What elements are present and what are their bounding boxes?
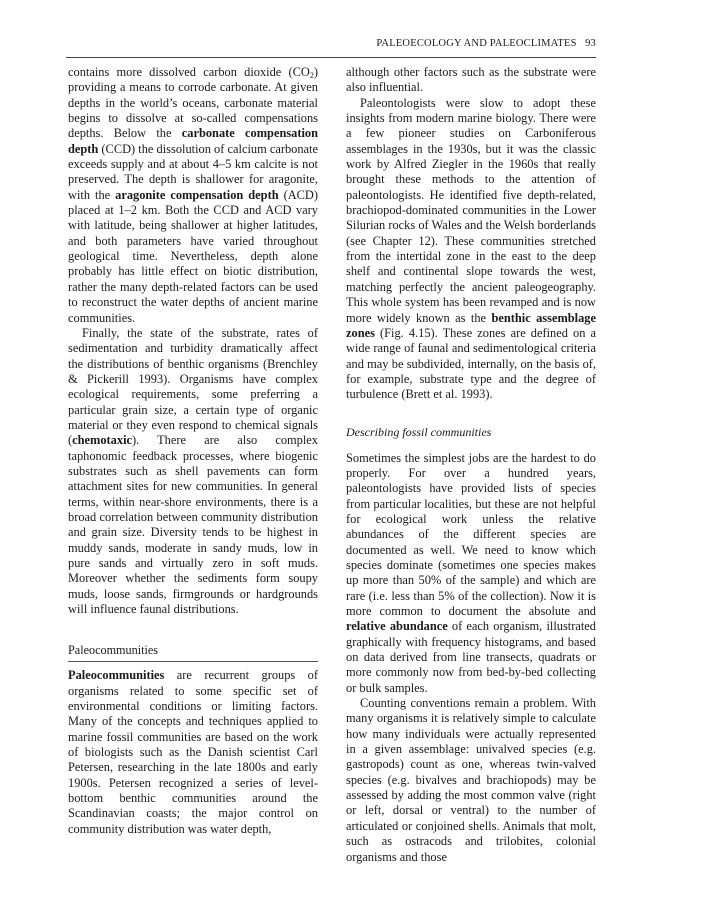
paragraph-continuation: although other factors such as the substrate were also influential. — [346, 65, 596, 95]
header-rule — [66, 57, 596, 58]
header-text — [376, 38, 596, 49]
term-benthic-assemblage-zones: benthic assemblage zones — [346, 310, 596, 340]
running-title: PALEOECOLOGY AND PALEOCLIMATES — [376, 38, 577, 49]
term-ccd: carbonate compensation depth — [68, 126, 319, 156]
term-paleocommunities: Paleocommunities — [68, 668, 165, 683]
page-number: 93 — [585, 38, 596, 49]
paragraph-relative-abundance: Sometimes the simplest jobs are the hardest to do properly. For over a hundred years, paleontologists have provided lists of species from particular localities, but these are not helpful for ecological work unless the relative abundances of the different species are documented as well. We need to know which species dominate (sometimes one species makes up more than 50% of the sample) and which are rare (i.e. less than 5% of the collection). Now it is more common to document the absolute and relative abundance of each organism, illustrated graphically with frequency histograms, and based on data derived from line transects, quadrats or more commonly now from bed-by-bed collecting or bulk samples. — [346, 450, 597, 695]
paragraph-ziegler: Paleontologists were slow to adopt these insights from modern marine biology. There were a few pioneer studies on Carboniferous assemblages in the 1930s, but it was the classic work by Alfred Ziegler in the 1960s that really brought these methods to the attention of paleontologists. He identified five depth-related, brachiopod-dominated communities in the Lower Silurian rocks of Wales and the Welsh borderlands (see Chapter 12). These communities stretched from the intertidal zone in the east to the deep shelf and continental slope towards the west, matching perfectly the ancient paleogeography. This whole system has been revamped and is now more widely known as the benthic assemblage zones (Fig. 4.15). These zones are defined on a wide range of faunal and sedimentological criteria and may be subdivided, internally, on the basis of, for example, substrate type and the degree of turbulence (Brett et al. 1993). — [346, 95, 596, 402]
paragraph-co2-compensation: contains more dissolved carbon dioxide $(CO_2)$ providing a means to corrode carbonate. At given depths in the world’s oceans, carbonate material begins to dissolve at so-called compensations depths. Below the carbonate compensation depth (CCD) the dissolution of calcium carbonate exceeds supply and at about 4–5 km calcite is not preserved. The depth is shallower for aragonite, with the aragonite compensation depth (ACD) placed at 1–2 km. Both the CCD and ACD vary with latitude, being shallower at higher latitudes, and both parameters have varied throughout geological time. Nevertheless, depth alone probably has little effect on biotic distribution, rather the many depth-related factors can be used to reconstruct the water depths of ancient marine communities. — [68, 65, 319, 325]
running-header — [66, 38, 596, 60]
right-column — [346, 65, 596, 865]
left-column — [68, 65, 318, 837]
section-heading-paleocommunities: Paleocommunities — [68, 643, 159, 658]
term-acd: aragonite compensation depth — [115, 187, 279, 202]
term-relative-abundance: relative abundance — [346, 619, 448, 634]
term-chemotaxic: chemotaxic — [72, 433, 133, 448]
section-rule — [68, 661, 318, 662]
paragraph-counting: Counting conventions remain a problem. With many organisms it is relatively simple to calculate how many individuals were actually represented in a given assemblage: univalved species (e.g. gastropods) count as one, whereas twin-valved species (e.g. bivalves and brachiopods) may be assessed by adding the most common valve (right or left, dorsal or ventral) to the number of articulated or conjoined shells. Animals that molt, such as ostracods and trilobites, colonial organisms and those — [346, 696, 596, 864]
subsection-heading-describing: Describing fossil communities — [346, 424, 492, 439]
paragraph-substrate: Finally, the state of the substrate, rates of sedimentation and turbidity dramatically affect the distributions of benthic organisms (Brenchley & Pickerill 1993). Organisms have complex ecological requirements, some preferring a particular grain size, a certain type of organic material or they even respond to chemical signals (chemotaxic). There are also complex taphonomic feedback processes, where biogenic substrates such as shell pavements can form attachment sites for new communities. In general terms, within near-shore environments, there is a broad correlation between community distribution and grain size. Diversity tends to be highest in muddy sands, moderate in sandy muds, low in pure sands and virtually zero in soft muds. Moreover whether the sediments form soupy muds, loose sands, firmgrounds or hardgrounds will influence faunal distributions. — [68, 325, 318, 617]
paragraph-paleocommunities: Paleocommunities are recurrent groups of organisms related to some specific set of environmental conditions or limiting factors. Many of the concepts and techniques applied to marine fossil communities are based on the work of biologists such as the Danish scientist Carl Petersen, researching in the late 1800s and early 1900s. Petersen recognized a series of level-bottom benthic communities around the Scandinavian coasts; the major control on community distribution was water depth, — [68, 668, 318, 836]
